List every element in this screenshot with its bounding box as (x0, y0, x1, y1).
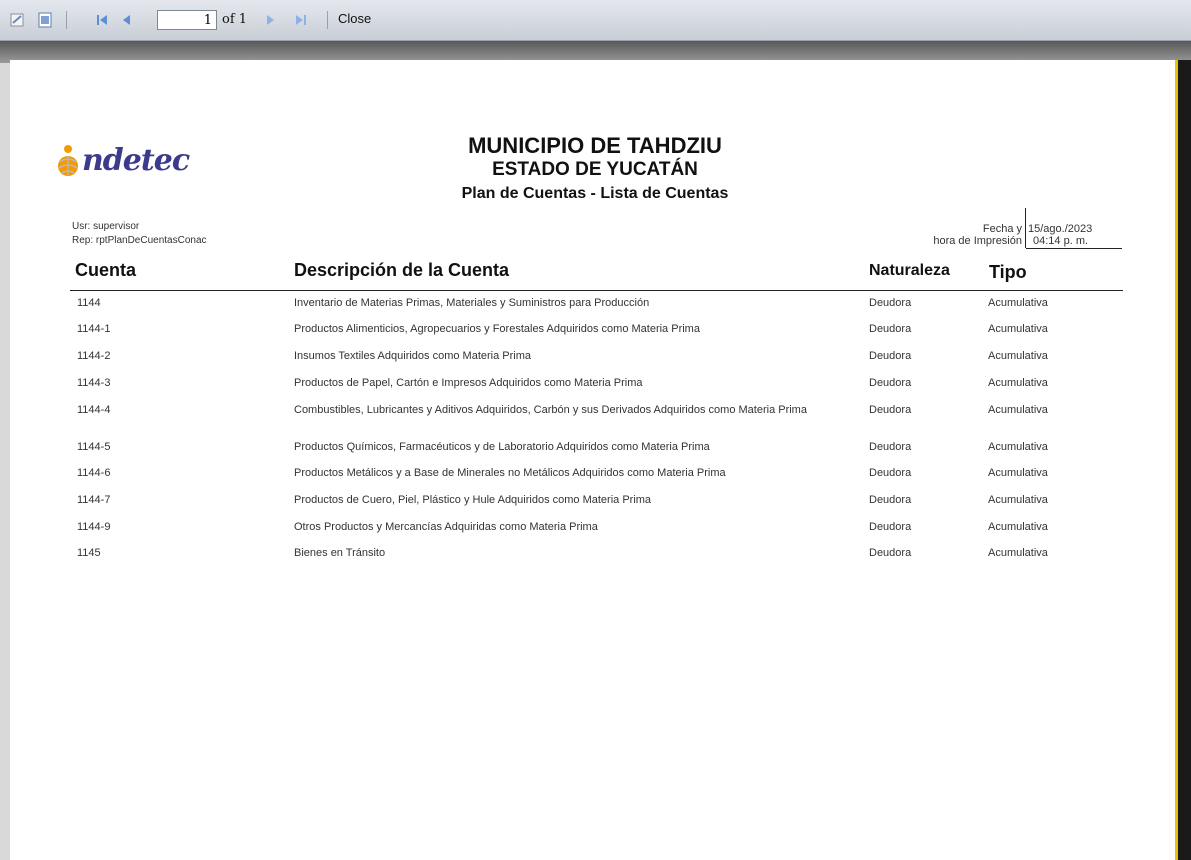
cell-naturaleza: Deudora (869, 521, 912, 533)
cell-naturaleza: Deudora (869, 494, 912, 506)
cell-tipo: Acumulativa (988, 404, 1048, 416)
column-header-naturaleza: Naturaleza (869, 262, 950, 279)
cell-tipo: Acumulativa (988, 377, 1048, 389)
export-icon[interactable] (8, 10, 28, 30)
cell-cuenta: 1144 (77, 297, 101, 309)
cell-cuenta: 1145 (77, 547, 101, 559)
cell-descripcion: Inventario de Materias Primas, Materiales y Suministros para Producción (294, 297, 650, 309)
previous-page-icon[interactable] (117, 10, 135, 30)
logo-text: ndetec (82, 142, 190, 178)
toolbar-separator (66, 11, 67, 29)
page-number-input[interactable] (157, 10, 217, 30)
page-count-label: of 1 (222, 12, 248, 27)
print-layout-icon[interactable] (35, 10, 55, 30)
viewer-shadow (1178, 60, 1191, 860)
cell-tipo: Acumulativa (988, 494, 1048, 506)
cell-tipo: Acumulativa (988, 547, 1048, 559)
cell-cuenta: 1144-3 (77, 377, 111, 389)
report-viewer-toolbar (0, 0, 1191, 41)
cell-descripcion: Productos Metálicos y a Base de Minerales no Metálicos Adquiridos como Materia Prima (294, 467, 726, 479)
close-button[interactable]: Close (338, 11, 372, 26)
cell-descripcion: Combustibles, Lubricantes y Aditivos Adquiridos, Carbón y sus Derivados Adquiridos como Materia Prima (294, 404, 807, 416)
cell-naturaleza: Deudora (869, 441, 912, 453)
cell-naturaleza: Deudora (869, 467, 912, 479)
cell-cuenta: 1144-1 (77, 323, 111, 335)
cell-descripcion: Otros Productos y Mercancías Adquiridas como Materia Prima (294, 521, 598, 533)
column-header-rule (70, 290, 1123, 291)
next-page-icon[interactable] (262, 10, 280, 30)
cell-naturaleza: Deudora (869, 404, 912, 416)
report-title-estado: ESTADO DE YUCATÁN (492, 159, 698, 180)
cell-tipo: Acumulativa (988, 521, 1048, 533)
toolbar-separator (327, 11, 328, 29)
first-page-icon[interactable] (93, 10, 111, 30)
cell-tipo: Acumulativa (988, 441, 1048, 453)
cell-naturaleza: Deudora (869, 297, 912, 309)
cell-descripcion: Productos Alimenticios, Agropecuarios y Forestales Adquiridos como Materia Prima (294, 323, 700, 335)
cell-descripcion: Productos de Papel, Cartón e Impresos Adquiridos como Materia Prima (294, 377, 643, 389)
cell-descripcion: Productos Químicos, Farmacéuticos y de Laboratorio Adquiridos como Materia Prima (294, 441, 710, 453)
cell-tipo: Acumulativa (988, 323, 1048, 335)
cell-tipo: Acumulativa (988, 467, 1048, 479)
cell-cuenta: 1144-5 (77, 441, 111, 453)
column-header-descripcion: Descripción de la Cuenta (294, 260, 510, 280)
cell-tipo: Acumulativa (988, 297, 1048, 309)
indetec-logo (56, 140, 189, 180)
cell-naturaleza: Deudora (869, 350, 912, 362)
report-title-municipio: MUNICIPIO DE TAHDZIU (468, 133, 722, 158)
cell-naturaleza: Deudora (869, 547, 912, 559)
cell-descripcion: Bienes en Tránsito (294, 547, 386, 559)
print-date-value: 15/ago./2023 (1028, 223, 1093, 235)
cell-naturaleza: Deudora (869, 323, 912, 335)
print-info-divider (1025, 208, 1026, 248)
column-header-tipo: Tipo (989, 262, 1027, 282)
cell-descripcion: Insumos Textiles Adquiridos como Materia Prima (294, 350, 532, 362)
column-header-cuenta: Cuenta (75, 260, 137, 280)
cell-naturaleza: Deudora (869, 377, 912, 389)
report-name-label: Rep: rptPlanDeCuentasConac (72, 235, 207, 246)
print-info-underline (1026, 248, 1122, 249)
cell-cuenta: 1144-9 (77, 521, 111, 533)
report-subtitle: Plan de Cuentas - Lista de Cuentas (461, 185, 729, 202)
cell-cuenta: 1144-4 (77, 404, 111, 416)
print-date-label: Fecha y (982, 223, 1022, 235)
cell-tipo: Acumulativa (988, 350, 1048, 362)
print-time-label: hora de Impresión (933, 235, 1022, 247)
user-label: Usr: supervisor (72, 221, 140, 232)
last-page-icon[interactable] (291, 10, 311, 30)
cell-cuenta: 1144-2 (77, 350, 111, 362)
logo-globe-icon (56, 142, 80, 178)
print-time-value: 04:14 p. m. (1033, 235, 1089, 247)
cell-cuenta: 1144-7 (77, 494, 111, 506)
cell-descripcion: Productos de Cuero, Piel, Plástico y Hule Adquiridos como Materia Prima (294, 494, 652, 506)
cell-cuenta: 1144-6 (77, 467, 111, 479)
